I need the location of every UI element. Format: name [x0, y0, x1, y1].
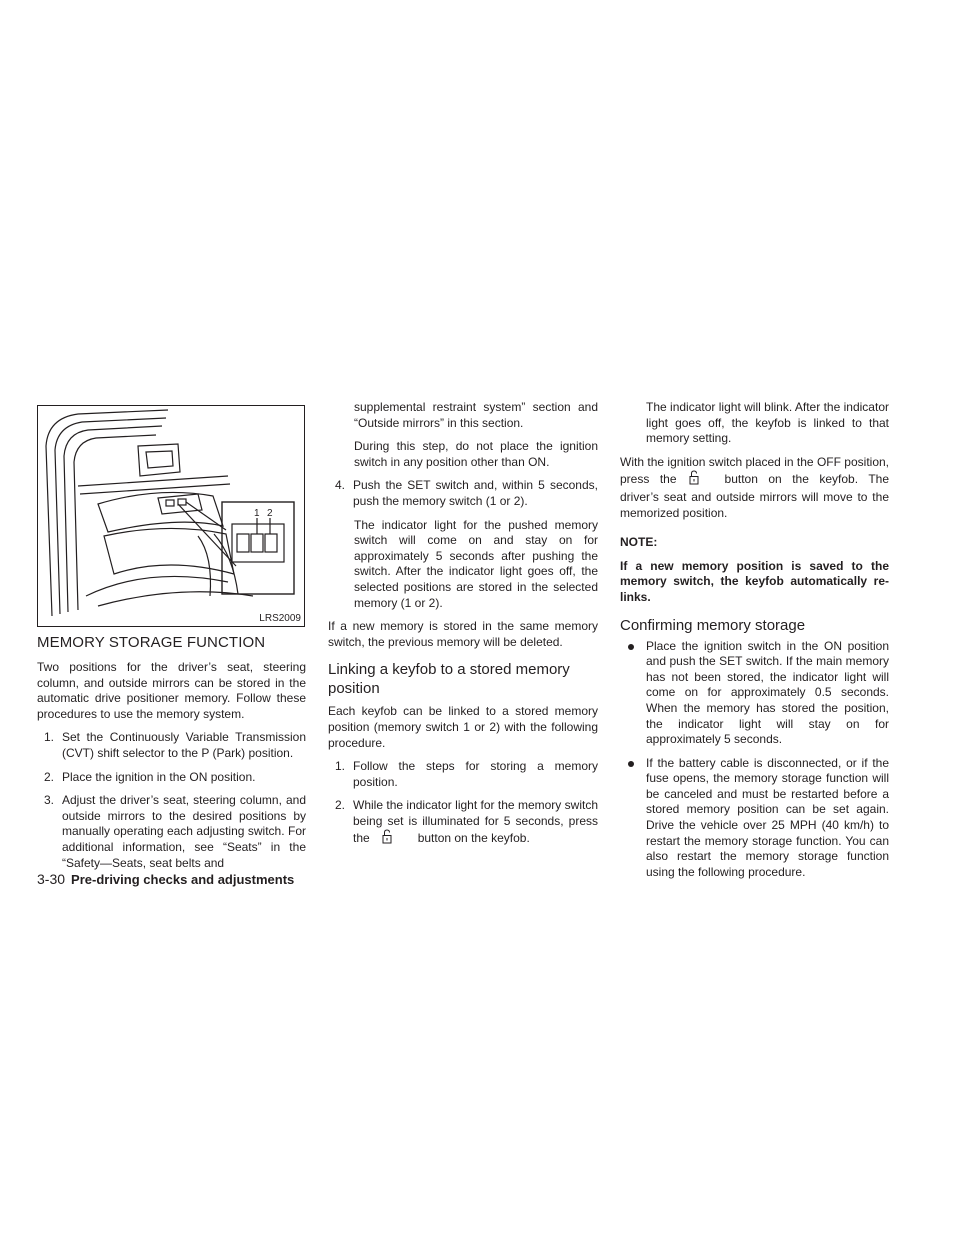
step-number: 4. [335, 478, 346, 493]
step-4 [328, 478, 598, 509]
figure-label: LRS2009 [259, 613, 301, 624]
door-panel-figure [37, 405, 305, 627]
linking-heading: Linking a keyfob to a stored memory position [328, 661, 570, 698]
link-step-2-continued: The indicator light will blink. After the indicator light goes off, the keyfob is linked to that memory setting. [646, 400, 889, 446]
bullet-dot [628, 644, 634, 650]
section-title: Pre-driving checks and adjustments [71, 872, 295, 887]
step-text-before: While the indicator light for the memory switch being set is illuminated for 5 seconds, press the [353, 798, 598, 846]
note-label: NOTE: [620, 535, 658, 550]
page-number: 3-30 [37, 871, 66, 887]
confirming-heading: Confirming memory storage [620, 616, 806, 634]
memory-storage-heading: MEMORY STORAGE FUNCTION [37, 634, 266, 651]
page-footer [37, 871, 294, 888]
off-text-before: With the ignition switch placed in the OFF position, press the [620, 454, 889, 487]
switch-number-1: 1 [254, 508, 260, 519]
switch-number-2: 2 [267, 508, 273, 519]
step-text: Place the ignition in the ON position. [62, 769, 256, 784]
link-step-2 [328, 798, 598, 849]
step-4-note: The indicator light for the pushed memory switch will come on and stay on for approximately 5 seconds after pushing the switch. After the indicator light goes off, the selected positions are stored in the selected memory (1 or 2). [354, 517, 598, 610]
door-memory-switch-illustration [38, 406, 304, 626]
note-text: If a new memory position is saved to the memory switch, the keyfob automatically re-links. [620, 558, 889, 604]
column-left [37, 400, 306, 879]
step-3 [37, 793, 306, 871]
keyfob-unlock-icon [689, 470, 699, 490]
memory-storage-intro: Two positions for the driver’s seat, steering column, and outside mirrors can be stored in the automatic drive positioner memory. Follow these procedures to use the memory system. [37, 660, 306, 721]
step-text: Push the SET switch and, within 5 seconds, push the memory switch (1 or 2). [353, 478, 598, 508]
off-text-after: button on the keyfob. The driver’s seat and outside mirrors will move to the memorized position. [620, 472, 889, 520]
step-text-after: button on the keyfob. [417, 831, 530, 846]
column-middle [328, 400, 598, 857]
bullet-text: Place the ignition switch in the ON position and push the SET switch. If the main memory has not been stored, the indicator light will come on for approximately 0.5 seconds. When the memory has stored the position, the indicator light will stay on for approximately 5 seconds. [646, 638, 889, 747]
step-number: 1. [44, 730, 55, 745]
step-text: Set the Continuously Variable Transmission (CVT) shift selector to the P (Park) position. [62, 730, 306, 760]
step-text: Adjust the driver’s seat, steering column, and outside mirrors to the desired positions by manually operating each adjusting switch. For additional information, see “Seats” in the “Safety—Seats, seat belts and [62, 793, 306, 870]
step-number: 2. [335, 798, 346, 813]
bullet-dot [628, 761, 634, 767]
link-step-1 [328, 759, 598, 790]
step-3-note: During this step, do not place the ignition switch in any position other than ON. [354, 439, 598, 469]
step-number: 2. [44, 769, 55, 784]
step-number: 3. [44, 793, 55, 808]
keyfob-off-position-text [620, 455, 889, 521]
memory-overwrite-note: If a new memory is stored in the same memory switch, the previous memory will be deleted. [328, 619, 598, 649]
step-2 [37, 770, 306, 786]
confirming-bullet-2 [620, 756, 889, 881]
step-3-continued: supplemental restraint system” section and “Outside mirrors” in this section. [354, 400, 598, 430]
keyfob-unlock-icon [382, 829, 392, 849]
bullet-text: If the battery cable is disconnected, or if the fuse opens, the memory storage function will be canceled and must be restarted before a stored memory position can be set again. Drive the vehicle over 25 MPH (40 km/h) to restart the memory storage function. You can also restart the memory storage function using the following procedure. [646, 755, 889, 879]
linking-intro: Each keyfob can be linked to a stored memory position (memory switch 1 or 2) with the following procedure. [328, 704, 598, 750]
column-right [620, 400, 889, 888]
step-number: 1. [335, 759, 346, 774]
step-1 [37, 730, 306, 761]
confirming-bullet-1 [620, 639, 889, 748]
step-text: Follow the steps for storing a memory position. [353, 759, 598, 789]
